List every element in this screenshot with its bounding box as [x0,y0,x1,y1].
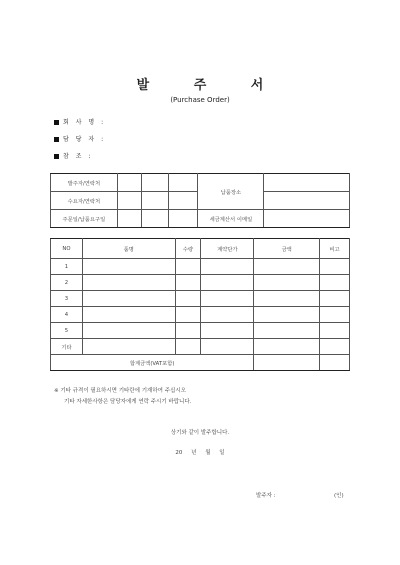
signature-label: 발주자 : [256,493,276,499]
delivery-place-label: 납품장소 [198,174,264,210]
item-name-cell[interactable] [82,291,175,307]
quantity-cell[interactable] [175,275,201,291]
remarks-cell[interactable] [320,259,350,275]
orderer-extra-cell[interactable] [168,174,198,192]
party-table [50,173,350,228]
quantity-cell[interactable] [175,291,201,307]
orderer-label: 발주자/연락처 [51,174,118,192]
amount-cell[interactable] [254,275,320,291]
delivery-date-cell[interactable] [141,210,168,228]
total-row [51,355,350,371]
header-item-name: 품명 [82,239,175,259]
bullet-square-icon [54,154,59,159]
bullet-square-icon [54,137,59,142]
info-manager-label: 담 당 자 : [63,136,106,143]
remarks-cell[interactable] [320,323,350,339]
note-line-1: ※ 기타 규격이 필요하시면 기타란에 기재하여 주십시오 [54,388,186,394]
customer-extra-cell[interactable] [168,192,198,210]
amount-cell[interactable] [254,259,320,275]
row-number: 5 [51,323,83,339]
row-number: 2 [51,275,83,291]
date-text: 20 년 월 일 [175,450,225,456]
orderer-contact-cell[interactable] [141,174,168,192]
header-quantity: 수량 [175,239,201,259]
remarks-cell[interactable] [320,275,350,291]
unit-price-cell[interactable] [201,307,254,323]
confirm-text: 상기와 같이 발주합니다. [170,430,230,436]
unit-price-cell[interactable] [201,275,254,291]
tax-email-label: 세금계산서 이메일 [198,210,264,228]
table-row [51,339,350,355]
header-unit-price: 계약단가 [201,239,254,259]
tax-email-cell[interactable] [264,210,350,228]
delivery-place-cell-2[interactable] [264,192,350,210]
quantity-cell[interactable] [175,259,201,275]
table-row [51,275,350,291]
item-name-cell[interactable] [82,339,175,355]
party-row-orderer [51,174,350,192]
items-header-row [51,239,350,259]
customer-cell[interactable] [117,192,141,210]
total-remarks-cell[interactable] [320,355,350,371]
item-name-cell[interactable] [82,259,175,275]
delivery-place-cell[interactable] [264,174,350,192]
info-company [54,117,106,126]
info-manager [54,134,106,143]
table-row [51,259,350,275]
header-amount: 금액 [254,239,320,259]
signature-seal: (인) [334,493,344,499]
row-number: 기타 [51,339,83,355]
item-name-cell[interactable] [82,323,175,339]
item-name-cell[interactable] [82,307,175,323]
customer-contact-cell[interactable] [141,192,168,210]
amount-cell[interactable] [254,323,320,339]
total-label: 합계금액(VAT포함) [51,355,254,371]
document-subtitle: (Purchase Order) [170,96,230,104]
bullet-square-icon [54,120,59,125]
header-remarks: 비고 [320,239,350,259]
remarks-cell[interactable] [320,291,350,307]
row-number: 4 [51,307,83,323]
items-table [50,238,350,371]
remarks-cell[interactable] [320,307,350,323]
order-date-label: 주문일/납품요구일 [51,210,118,228]
order-date-cell[interactable] [117,210,141,228]
table-row [51,291,350,307]
remarks-cell[interactable] [320,339,350,355]
amount-cell[interactable] [254,291,320,307]
quantity-cell[interactable] [175,307,201,323]
party-row-date [51,210,350,228]
table-row [51,307,350,323]
document-title: 발 주 서 [136,78,284,93]
table-row [51,323,350,339]
amount-cell[interactable] [254,339,320,355]
note-line-2: 기타 자세한사항은 담당자에게 연락 주시기 바랍니다. [64,399,192,405]
row-number: 3 [51,291,83,307]
date-extra-cell[interactable] [168,210,198,228]
unit-price-cell[interactable] [201,259,254,275]
unit-price-cell[interactable] [201,291,254,307]
quantity-cell[interactable] [175,339,201,355]
header-no: NO [51,239,83,259]
unit-price-cell[interactable] [201,339,254,355]
item-name-cell[interactable] [82,275,175,291]
unit-price-cell[interactable] [201,323,254,339]
info-reference [54,151,93,160]
customer-label: 수요자/연락처 [51,192,118,210]
total-amount-cell[interactable] [254,355,320,371]
amount-cell[interactable] [254,307,320,323]
row-number: 1 [51,259,83,275]
info-company-label: 회 사 명 : [63,119,106,126]
info-reference-label: 참 조 : [63,153,93,160]
quantity-cell[interactable] [175,323,201,339]
orderer-cell[interactable] [117,174,141,192]
